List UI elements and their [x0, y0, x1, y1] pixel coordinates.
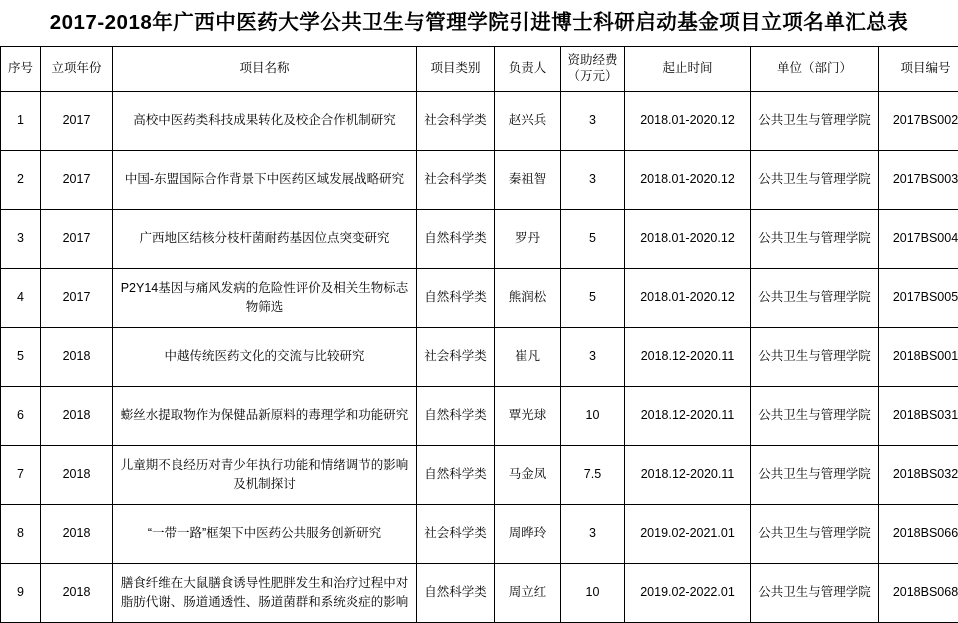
cell-person: 赵兴兵: [495, 91, 561, 150]
cell-period: 2018.12-2020.11: [625, 386, 751, 445]
column-header-funding-line2: （万元）: [563, 69, 622, 85]
cell-category: 社会科学类: [417, 327, 495, 386]
cell-project-name: 蟛丝水提取物作为保健品新原料的毒理学和功能研究: [113, 386, 417, 445]
cell-code: 2018BS032: [879, 445, 958, 504]
cell-funding: 5: [561, 268, 625, 327]
cell-project-name: 膳食纤维在大鼠膳食诱导性肥胖发生和治疗过程中对脂肪代谢、肠道通透性、肠道菌群和系统炎症的影响: [113, 563, 417, 622]
table-body: [1, 91, 958, 622]
cell-category: 社会科学类: [417, 504, 495, 563]
cell-person: 覃光球: [495, 386, 561, 445]
cell-code: 2017BS005: [879, 268, 958, 327]
cell-funding: 3: [561, 150, 625, 209]
cell-category: 自然科学类: [417, 209, 495, 268]
cell-person: 马金凤: [495, 445, 561, 504]
cell-seq: 3: [1, 209, 41, 268]
column-header-funding-line1: 资助经费: [563, 53, 622, 69]
project-list-table: [0, 46, 958, 623]
table-row: [1, 150, 958, 209]
cell-funding: 7.5: [561, 445, 625, 504]
column-header-project-name: 项目名称: [113, 46, 417, 91]
table-row: [1, 268, 958, 327]
cell-unit: 公共卫生与管理学院: [751, 91, 879, 150]
cell-unit: 公共卫生与管理学院: [751, 327, 879, 386]
table-header: [1, 46, 958, 91]
table-row: [1, 386, 958, 445]
table-row: [1, 445, 958, 504]
table-row: [1, 91, 958, 150]
cell-seq: 7: [1, 445, 41, 504]
cell-category: 自然科学类: [417, 445, 495, 504]
column-header-code: 项目编号: [879, 46, 958, 91]
cell-year: 2018: [41, 386, 113, 445]
table-row: [1, 209, 958, 268]
cell-code: 2017BS004: [879, 209, 958, 268]
column-header-seq: 序号: [1, 46, 41, 91]
cell-project-name: 儿童期不良经历对青少年执行功能和情绪调节的影响及机制探讨: [113, 445, 417, 504]
column-header-category: 项目类别: [417, 46, 495, 91]
cell-category: 自然科学类: [417, 386, 495, 445]
cell-year: 2017: [41, 268, 113, 327]
cell-person: 熊润松: [495, 268, 561, 327]
column-header-funding: [561, 46, 625, 91]
cell-person: 周晔玲: [495, 504, 561, 563]
cell-person: 秦祖智: [495, 150, 561, 209]
cell-category: 社会科学类: [417, 150, 495, 209]
cell-funding: 10: [561, 386, 625, 445]
column-header-period: 起止时间: [625, 46, 751, 91]
cell-seq: 4: [1, 268, 41, 327]
cell-project-name: 中国-东盟国际合作背景下中医药区域发展战略研究: [113, 150, 417, 209]
cell-funding: 3: [561, 91, 625, 150]
cell-year: 2018: [41, 327, 113, 386]
cell-period: 2018.01-2020.12: [625, 91, 751, 150]
cell-funding: 10: [561, 563, 625, 622]
cell-year: 2018: [41, 445, 113, 504]
cell-year: 2018: [41, 504, 113, 563]
cell-project-name: 高校中医药类科技成果转化及校企合作机制研究: [113, 91, 417, 150]
cell-category: 社会科学类: [417, 91, 495, 150]
cell-seq: 6: [1, 386, 41, 445]
column-header-unit: 单位（部门）: [751, 46, 879, 91]
cell-period: 2018.01-2020.12: [625, 209, 751, 268]
page-title: 2017-2018年广西中医药大学公共卫生与管理学院引进博士科研启动基金项目立项名单汇总表: [0, 0, 958, 46]
cell-project-name: 广西地区结核分枝杆菌耐药基因位点突变研究: [113, 209, 417, 268]
cell-code: 2018BS068: [879, 563, 958, 622]
cell-unit: 公共卫生与管理学院: [751, 445, 879, 504]
cell-person: 周立红: [495, 563, 561, 622]
cell-code: 2017BS003: [879, 150, 958, 209]
cell-code: 2018BS001: [879, 327, 958, 386]
cell-category: 自然科学类: [417, 563, 495, 622]
cell-unit: 公共卫生与管理学院: [751, 150, 879, 209]
cell-project-name: 中越传统医药文化的交流与比较研究: [113, 327, 417, 386]
cell-seq: 9: [1, 563, 41, 622]
cell-year: 2018: [41, 563, 113, 622]
cell-seq: 2: [1, 150, 41, 209]
column-header-person: 负责人: [495, 46, 561, 91]
cell-unit: 公共卫生与管理学院: [751, 268, 879, 327]
cell-year: 2017: [41, 150, 113, 209]
table-row: [1, 327, 958, 386]
cell-code: 2018BS031: [879, 386, 958, 445]
table-header-row: [1, 46, 958, 91]
cell-person: 罗丹: [495, 209, 561, 268]
cell-unit: 公共卫生与管理学院: [751, 504, 879, 563]
cell-seq: 8: [1, 504, 41, 563]
table-row: [1, 504, 958, 563]
cell-seq: 1: [1, 91, 41, 150]
cell-period: 2018.01-2020.12: [625, 268, 751, 327]
cell-unit: 公共卫生与管理学院: [751, 563, 879, 622]
cell-seq: 5: [1, 327, 41, 386]
cell-unit: 公共卫生与管理学院: [751, 386, 879, 445]
cell-year: 2017: [41, 91, 113, 150]
column-header-year: 立项年份: [41, 46, 113, 91]
cell-code: 2018BS066: [879, 504, 958, 563]
cell-year: 2017: [41, 209, 113, 268]
cell-project-name: P2Y14基因与痛风发病的危险性评价及相关生物标志物筛选: [113, 268, 417, 327]
cell-funding: 5: [561, 209, 625, 268]
cell-project-name: “一带一路”框架下中医药公共服务创新研究: [113, 504, 417, 563]
cell-period: 2019.02-2021.01: [625, 504, 751, 563]
cell-person: 崔凡: [495, 327, 561, 386]
cell-code: 2017BS002: [879, 91, 958, 150]
cell-funding: 3: [561, 327, 625, 386]
cell-period: 2018.01-2020.12: [625, 150, 751, 209]
cell-funding: 3: [561, 504, 625, 563]
cell-period: 2019.02-2022.01: [625, 563, 751, 622]
cell-period: 2018.12-2020.11: [625, 327, 751, 386]
cell-period: 2018.12-2020.11: [625, 445, 751, 504]
table-row: [1, 563, 958, 622]
cell-category: 自然科学类: [417, 268, 495, 327]
cell-unit: 公共卫生与管理学院: [751, 209, 879, 268]
